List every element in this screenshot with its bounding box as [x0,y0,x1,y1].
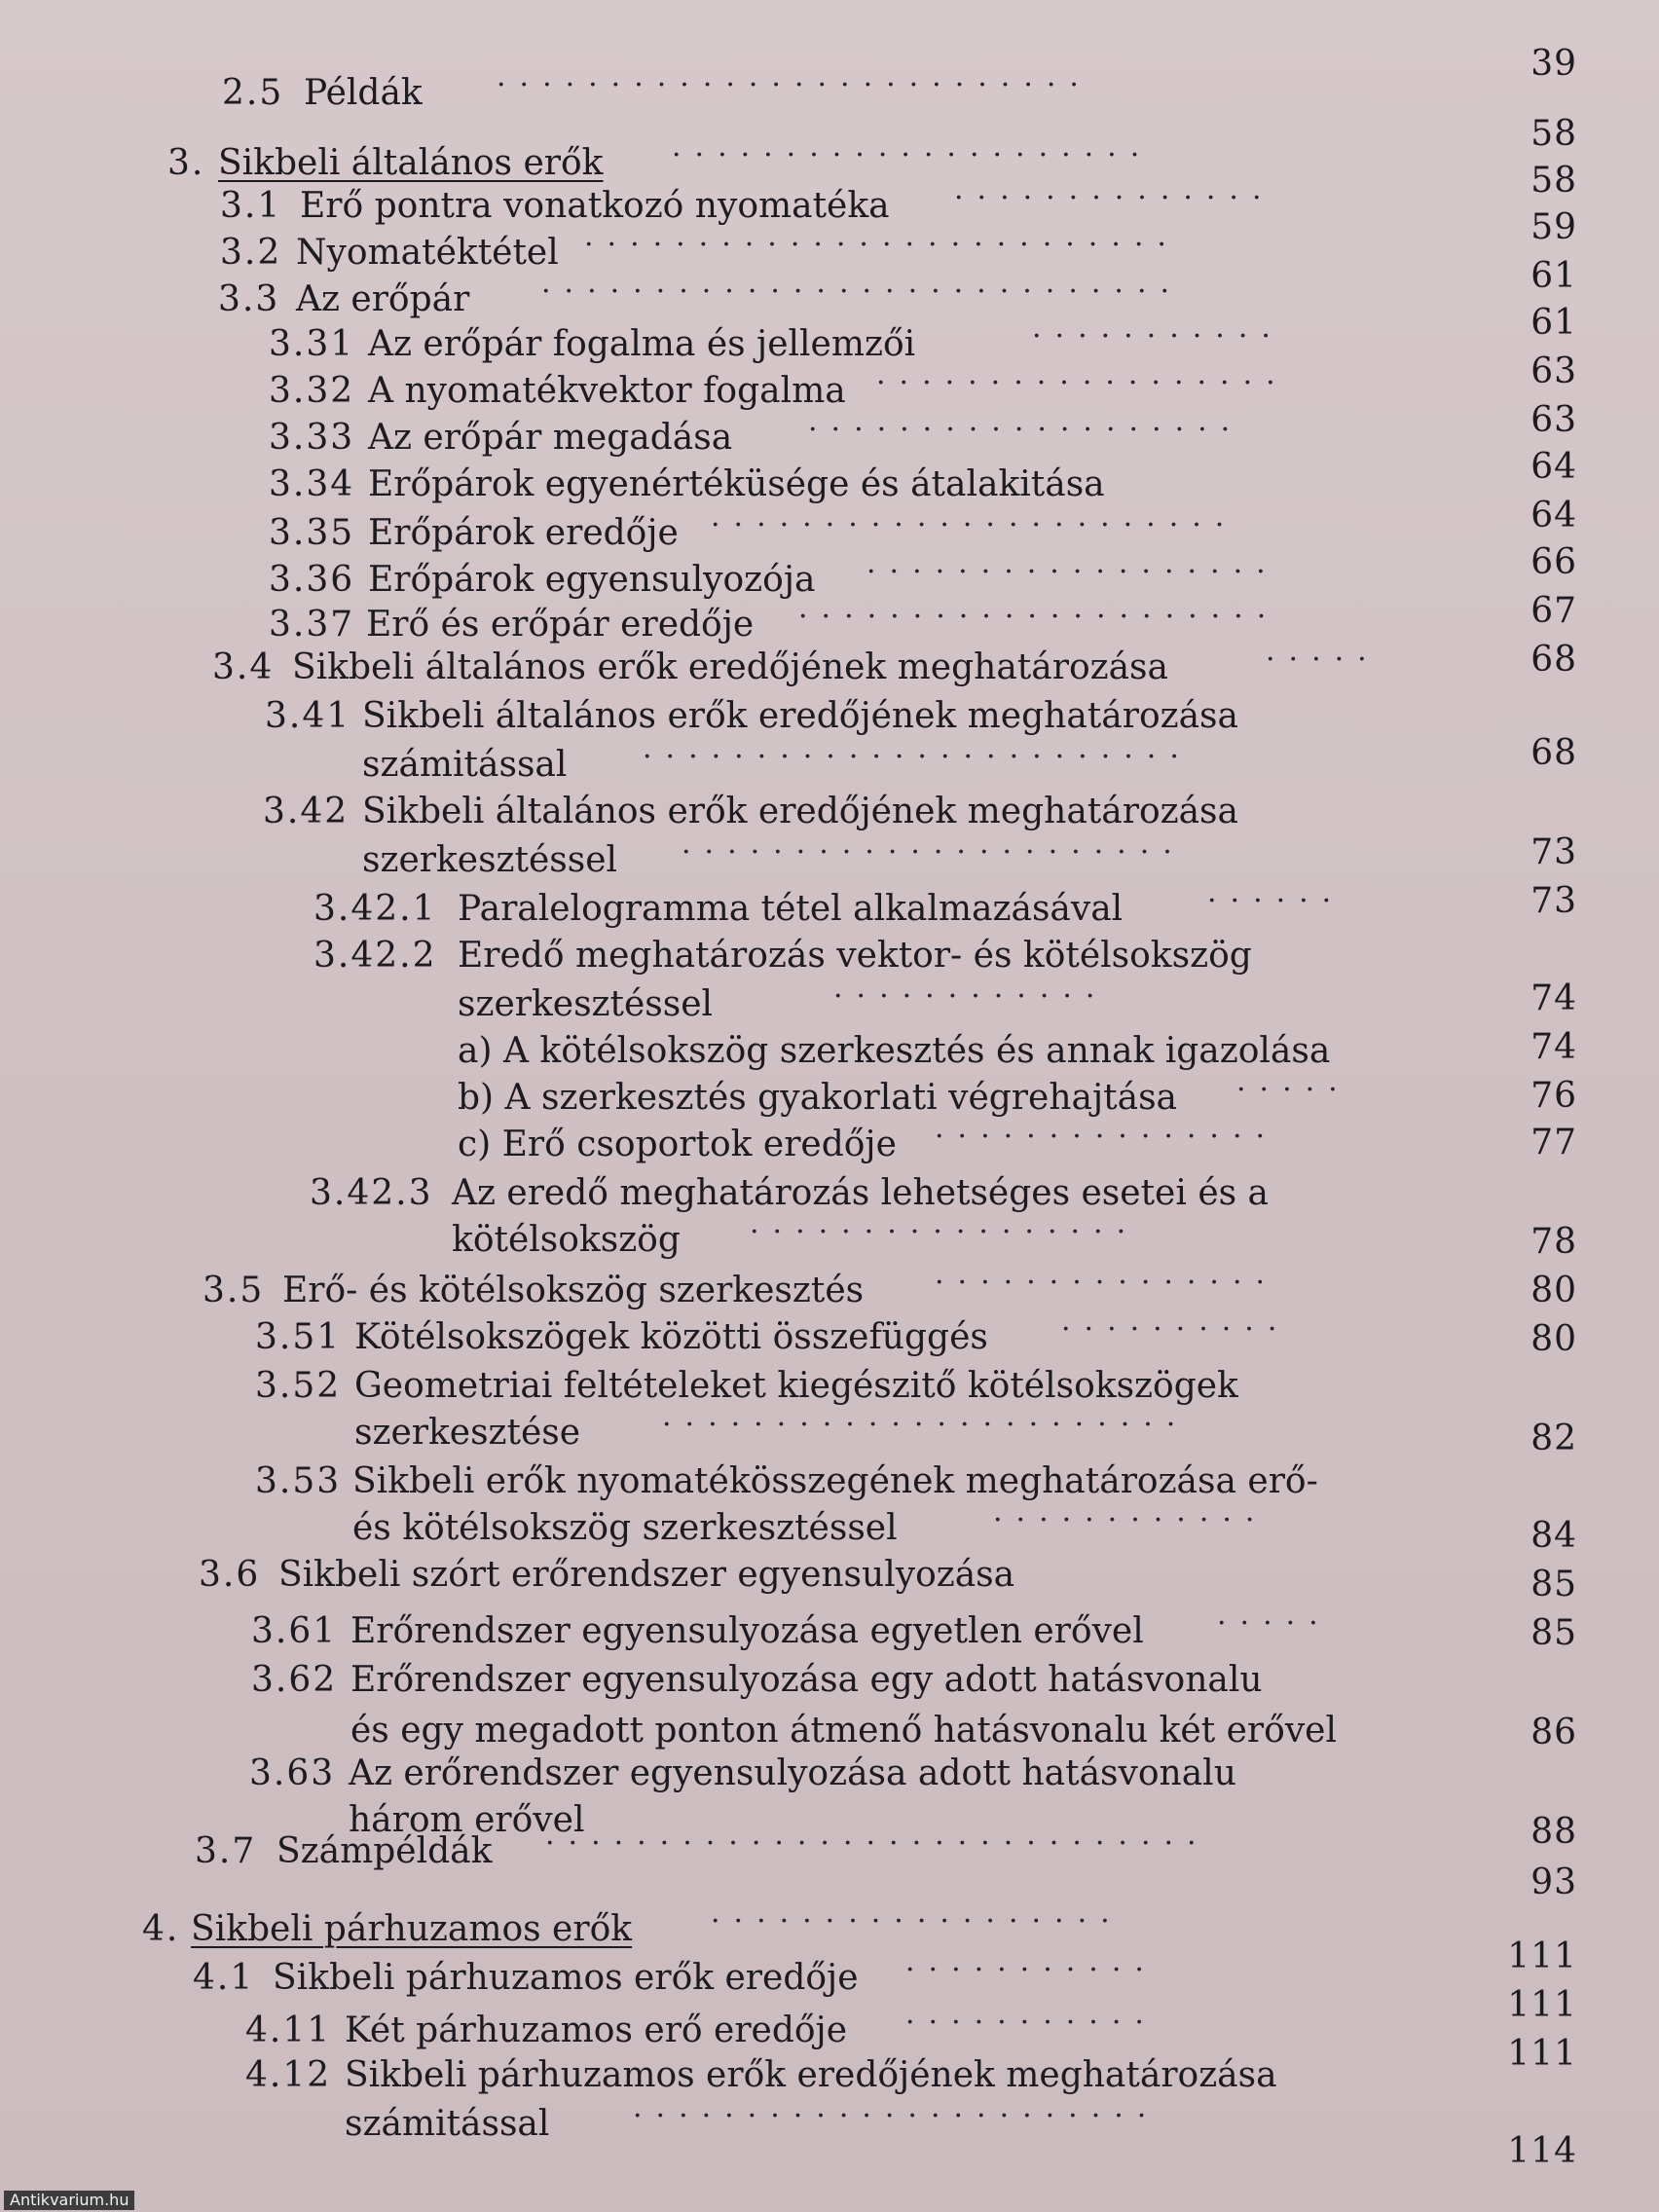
entry-number: 3.41 [265,696,351,736]
entry-title: Sikbeli erők nyomatékösszegének meghatározása erő- [352,1461,1318,1501]
entry-number: 3. [167,143,205,183]
entry-number: 3.1 [220,186,282,226]
toc-entry-3-1 [0,181,1421,228]
entry-title-continued: szerkesztéssel [458,984,714,1024]
entry-number: 3.35 [269,513,355,553]
entry-title: Erőpárok eredője [368,513,679,553]
page-number: 80 [1530,1319,1577,1359]
leader-dots: ····················· [672,138,1154,172]
page-number-column [1460,0,1577,2212]
page-number: 74 [1530,978,1577,1018]
leader-dots: ····· [1266,643,1381,677]
leader-dots: ············ [993,1503,1269,1537]
entry-number: 3.7 [195,1831,257,1871]
entry-number: 3.51 [255,1317,342,1357]
leader-dots: ··········· [905,2006,1158,2040]
leader-dots: ···························· [541,275,1184,309]
leader-dots: ·········· [1061,1312,1291,1346]
entry-number: 3.63 [249,1753,336,1793]
page-number: 111 [1507,2034,1577,2074]
entry-title: Paralelogramma tétel alkalmazásával [458,889,1124,929]
page-number: 68 [1530,733,1577,773]
entry-title: Erőrendszer egyensulyozása egyetlen erővel [350,1611,1144,1651]
toc-entry-3-41-cont [0,740,1421,787]
leader-dots: ·················· [866,555,1279,589]
entry-title: a) A kötélsokszög szerkesztés és annak igazolása [458,1031,1331,1071]
page-number: 85 [1530,1613,1577,1653]
entry-title: Erő pontra vonatkozó nyomatéka [300,186,890,226]
entry-title-continued: és egy megadott ponton átmenő hatásvonalu két erővel [350,1711,1337,1751]
toc-entry-3-52 [0,1365,1421,1408]
entry-number: 3.31 [269,324,355,364]
entry-title: Erő és erőpár eredője [366,605,755,645]
leader-dots: ··················· [808,413,1244,447]
entry-number: 3.36 [269,560,355,600]
toc-entry-3-42-3 [0,1172,1421,1215]
leader-dots: ··············· [935,1120,1279,1154]
toc-entry-4-12-cont [0,2099,1421,2146]
leader-dots: ··········· [1032,319,1284,353]
leader-dots: ····· [1217,1606,1332,1641]
leader-dots: ······················ [682,835,1186,869]
entry-number: 3.5 [203,1271,265,1310]
entry-title: Számpéldák [276,1831,493,1871]
toc-entry-3-4 [0,643,1421,689]
toc-entry-4-11 [0,2006,1421,2052]
leader-dots: ·············· [954,181,1275,215]
page-number: 39 [1530,44,1577,84]
entry-title: Sikbeli általános erők eredőjének meghatározása [362,696,1238,736]
toc-entry-4 [0,1904,1421,1951]
page-number: 73 [1530,832,1577,872]
page-number: 63 [1530,351,1577,391]
entry-number: 3.34 [269,464,355,504]
entry-number: 3.33 [269,418,355,458]
entry-title: Két párhuzamos erő eredője [345,2010,848,2050]
leader-dots: ······················· [711,508,1238,542]
watermark: Antikvarium.hu [4,2191,134,2210]
entry-title-continued: szerkesztéssel [362,840,618,880]
entry-number: 3.61 [251,1611,338,1651]
leader-dots: ·························· [497,68,1092,102]
toc-entry-3-35 [0,508,1421,555]
entry-number: 3.53 [255,1461,342,1501]
toc-entry-3-62 [0,1659,1421,1702]
leader-dots: ················· [750,1215,1140,1249]
page-number: 61 [1530,303,1577,343]
leader-dots: ······················· [633,2099,1161,2133]
toc-entry-3-41 [0,695,1421,738]
entry-number: 3.3 [218,279,280,319]
entry-title: b) A szerkesztés gyakorlati végrehajtása [458,1078,1178,1118]
leader-dots: ············ [833,979,1109,1014]
leader-dots: ······················· [662,1408,1190,1442]
page-number: 85 [1530,1565,1577,1604]
page-number: 88 [1530,1812,1577,1852]
entry-title: Az erőpár fogalma és jellemzői [368,324,916,364]
page-number: 80 [1530,1271,1577,1310]
entry-title-continued: szerkesztése [354,1413,581,1453]
entry-title: Nyomatéktétel [296,233,559,273]
leader-dots: ····················· [798,600,1280,634]
entry-number: 3.2 [220,233,282,273]
leader-dots: ··············· [935,1266,1279,1300]
toc-entry-3-42-2-b [0,1073,1421,1120]
toc-entry-3-62-cont [0,1710,1421,1752]
entry-number: 4.11 [245,2010,332,2050]
toc-entry-3-63 [0,1752,1421,1795]
toc-entry-3-42-2 [0,935,1421,977]
entry-title: Sikbeli párhuzamos erők eredőjének meghatározása [345,2055,1277,2095]
leader-dots: ·················· [876,366,1289,400]
page-number: 58 [1530,161,1577,201]
entry-number: 2.5 [222,73,284,113]
entry-title: Az erőrendszer egyensulyozása adott hatásvonalu [349,1753,1236,1793]
toc-entry-3-42 [0,791,1421,833]
toc-entry-3-34 [0,463,1421,506]
page-number: 77 [1530,1123,1577,1162]
entry-title-continued: három erővel [349,1800,585,1840]
toc-entry-3-7 [0,1826,1421,1873]
toc-entry-3-6 [0,1554,1421,1597]
toc-entry-2-5 [0,68,1421,115]
leader-dots: ······ [1207,884,1346,918]
page-number: 82 [1530,1419,1577,1458]
toc-entry-3-53-cont [0,1503,1421,1550]
page-number: 114 [1507,2131,1577,2171]
chapter-title: Sikbeli általános erők [218,143,604,183]
page-number: 66 [1530,542,1577,582]
page-number: 64 [1530,447,1577,487]
toc-entry-3-51 [0,1312,1421,1359]
toc-entry-3-42-1 [0,884,1421,931]
page-number: 76 [1530,1076,1577,1116]
leader-dots: ····· [1236,1073,1351,1107]
leader-dots: ·················· [711,1904,1124,1938]
page-number: 73 [1530,881,1577,921]
toc-entry-3-42-cont [0,835,1421,882]
toc-entry-3-37 [0,600,1421,646]
toc-entry-3-52-cont [0,1408,1421,1455]
toc-entry-3-5 [0,1266,1421,1312]
page-number: 61 [1530,256,1577,296]
chapter-title: Sikbeli párhuzamos erők [191,1909,633,1949]
entry-number: 3.4 [212,647,275,687]
toc-entry-3-42-2-cont [0,979,1421,1026]
entry-title: Erő- és kötélsokszög szerkesztés [282,1271,865,1310]
entry-title-continued: és kötélsokszög szerkesztéssel [352,1508,898,1548]
entry-number: 3.42.2 [313,936,437,976]
entry-title: Az erőpár megadása [368,418,733,458]
page-number: 111 [1507,1936,1577,1976]
entry-title: Erőpárok egyensulyozója [368,560,816,600]
entry-title: Sikbeli általános erők eredőjének meghatározása [292,647,1168,687]
entry-number: 3.42.3 [310,1173,433,1213]
entry-title: Erőrendszer egyensulyozása egy adott hatásvonalu [350,1660,1263,1700]
toc-entry-3-32 [0,366,1421,413]
entry-title: c) Erő csoportok eredője [458,1124,897,1164]
entry-number: 4.1 [193,1958,255,1998]
entry-title: Sikbeli szórt erőrendszer egyensulyozása [278,1555,1015,1595]
entry-number: 3.32 [269,371,355,411]
entry-number: 3.52 [255,1366,342,1406]
leader-dots: ·························· [584,228,1180,262]
leader-dots: ··········· [905,1953,1158,1987]
page-number: 63 [1530,400,1577,440]
page-number: 111 [1507,1985,1577,2025]
page-number: 74 [1530,1027,1577,1067]
entry-title: Az erőpár [296,279,470,319]
leader-dots: ····························· [545,1826,1210,1861]
page-number: 67 [1530,591,1577,631]
page-number: 86 [1530,1713,1577,1752]
page-number: 78 [1530,1222,1577,1262]
toc-entry-3-61 [0,1606,1421,1653]
toc-entry-3-42-2-a [0,1030,1421,1073]
toc-entry-3-42-2-c [0,1120,1421,1166]
toc-entry-3-31 [0,319,1421,366]
page-number: 58 [1530,114,1577,154]
entry-number: 3.6 [199,1555,261,1595]
page-number: 93 [1530,1862,1577,1902]
entry-title: Geometriai feltételeket kiegészitő kötélsokszögek [354,1366,1238,1406]
entry-title: A nyomatékvektor fogalma [368,371,846,411]
toc-entry-4-1 [0,1953,1421,2000]
page-number: 84 [1530,1516,1577,1556]
entry-title-continued: kötélsokszög [452,1220,681,1260]
toc-entry-3-2 [0,228,1421,275]
page-number: 68 [1530,640,1577,680]
entry-title: Példák [304,73,423,113]
entry-number: 4.12 [245,2055,332,2095]
entry-number: 4. [142,1909,180,1949]
entry-title-continued: számitással [362,745,568,785]
entry-title: Kötélsokszögek közötti összefüggés [354,1317,988,1357]
toc-entry-3-42-3-cont [0,1215,1421,1262]
page-number: 64 [1530,496,1577,535]
entry-title: Az eredő meghatározás lehetséges esetei és a [452,1173,1270,1213]
toc-entry-3-33 [0,413,1421,460]
entry-title: Erőpárok egyenértéküsége és átalakitása [368,464,1105,504]
entry-title-continued: számitással [345,2104,550,2144]
page-number: 59 [1530,207,1577,247]
entry-number: 3.42 [263,792,350,831]
entry-title: Sikbeli általános erők eredőjének meghatározása [362,792,1238,831]
toc-entry-3-53 [0,1460,1421,1503]
entry-number: 3.37 [269,605,355,645]
entry-number: 3.42.1 [313,889,437,929]
toc-entry-4-12 [0,2054,1421,2097]
entry-number: 3.62 [251,1660,338,1700]
entry-title: Sikbeli párhuzamos erők eredője [273,1958,859,1998]
entry-title: Eredő meghatározás vektor- és kötélsokszög [458,936,1252,976]
leader-dots: ························ [643,740,1193,774]
